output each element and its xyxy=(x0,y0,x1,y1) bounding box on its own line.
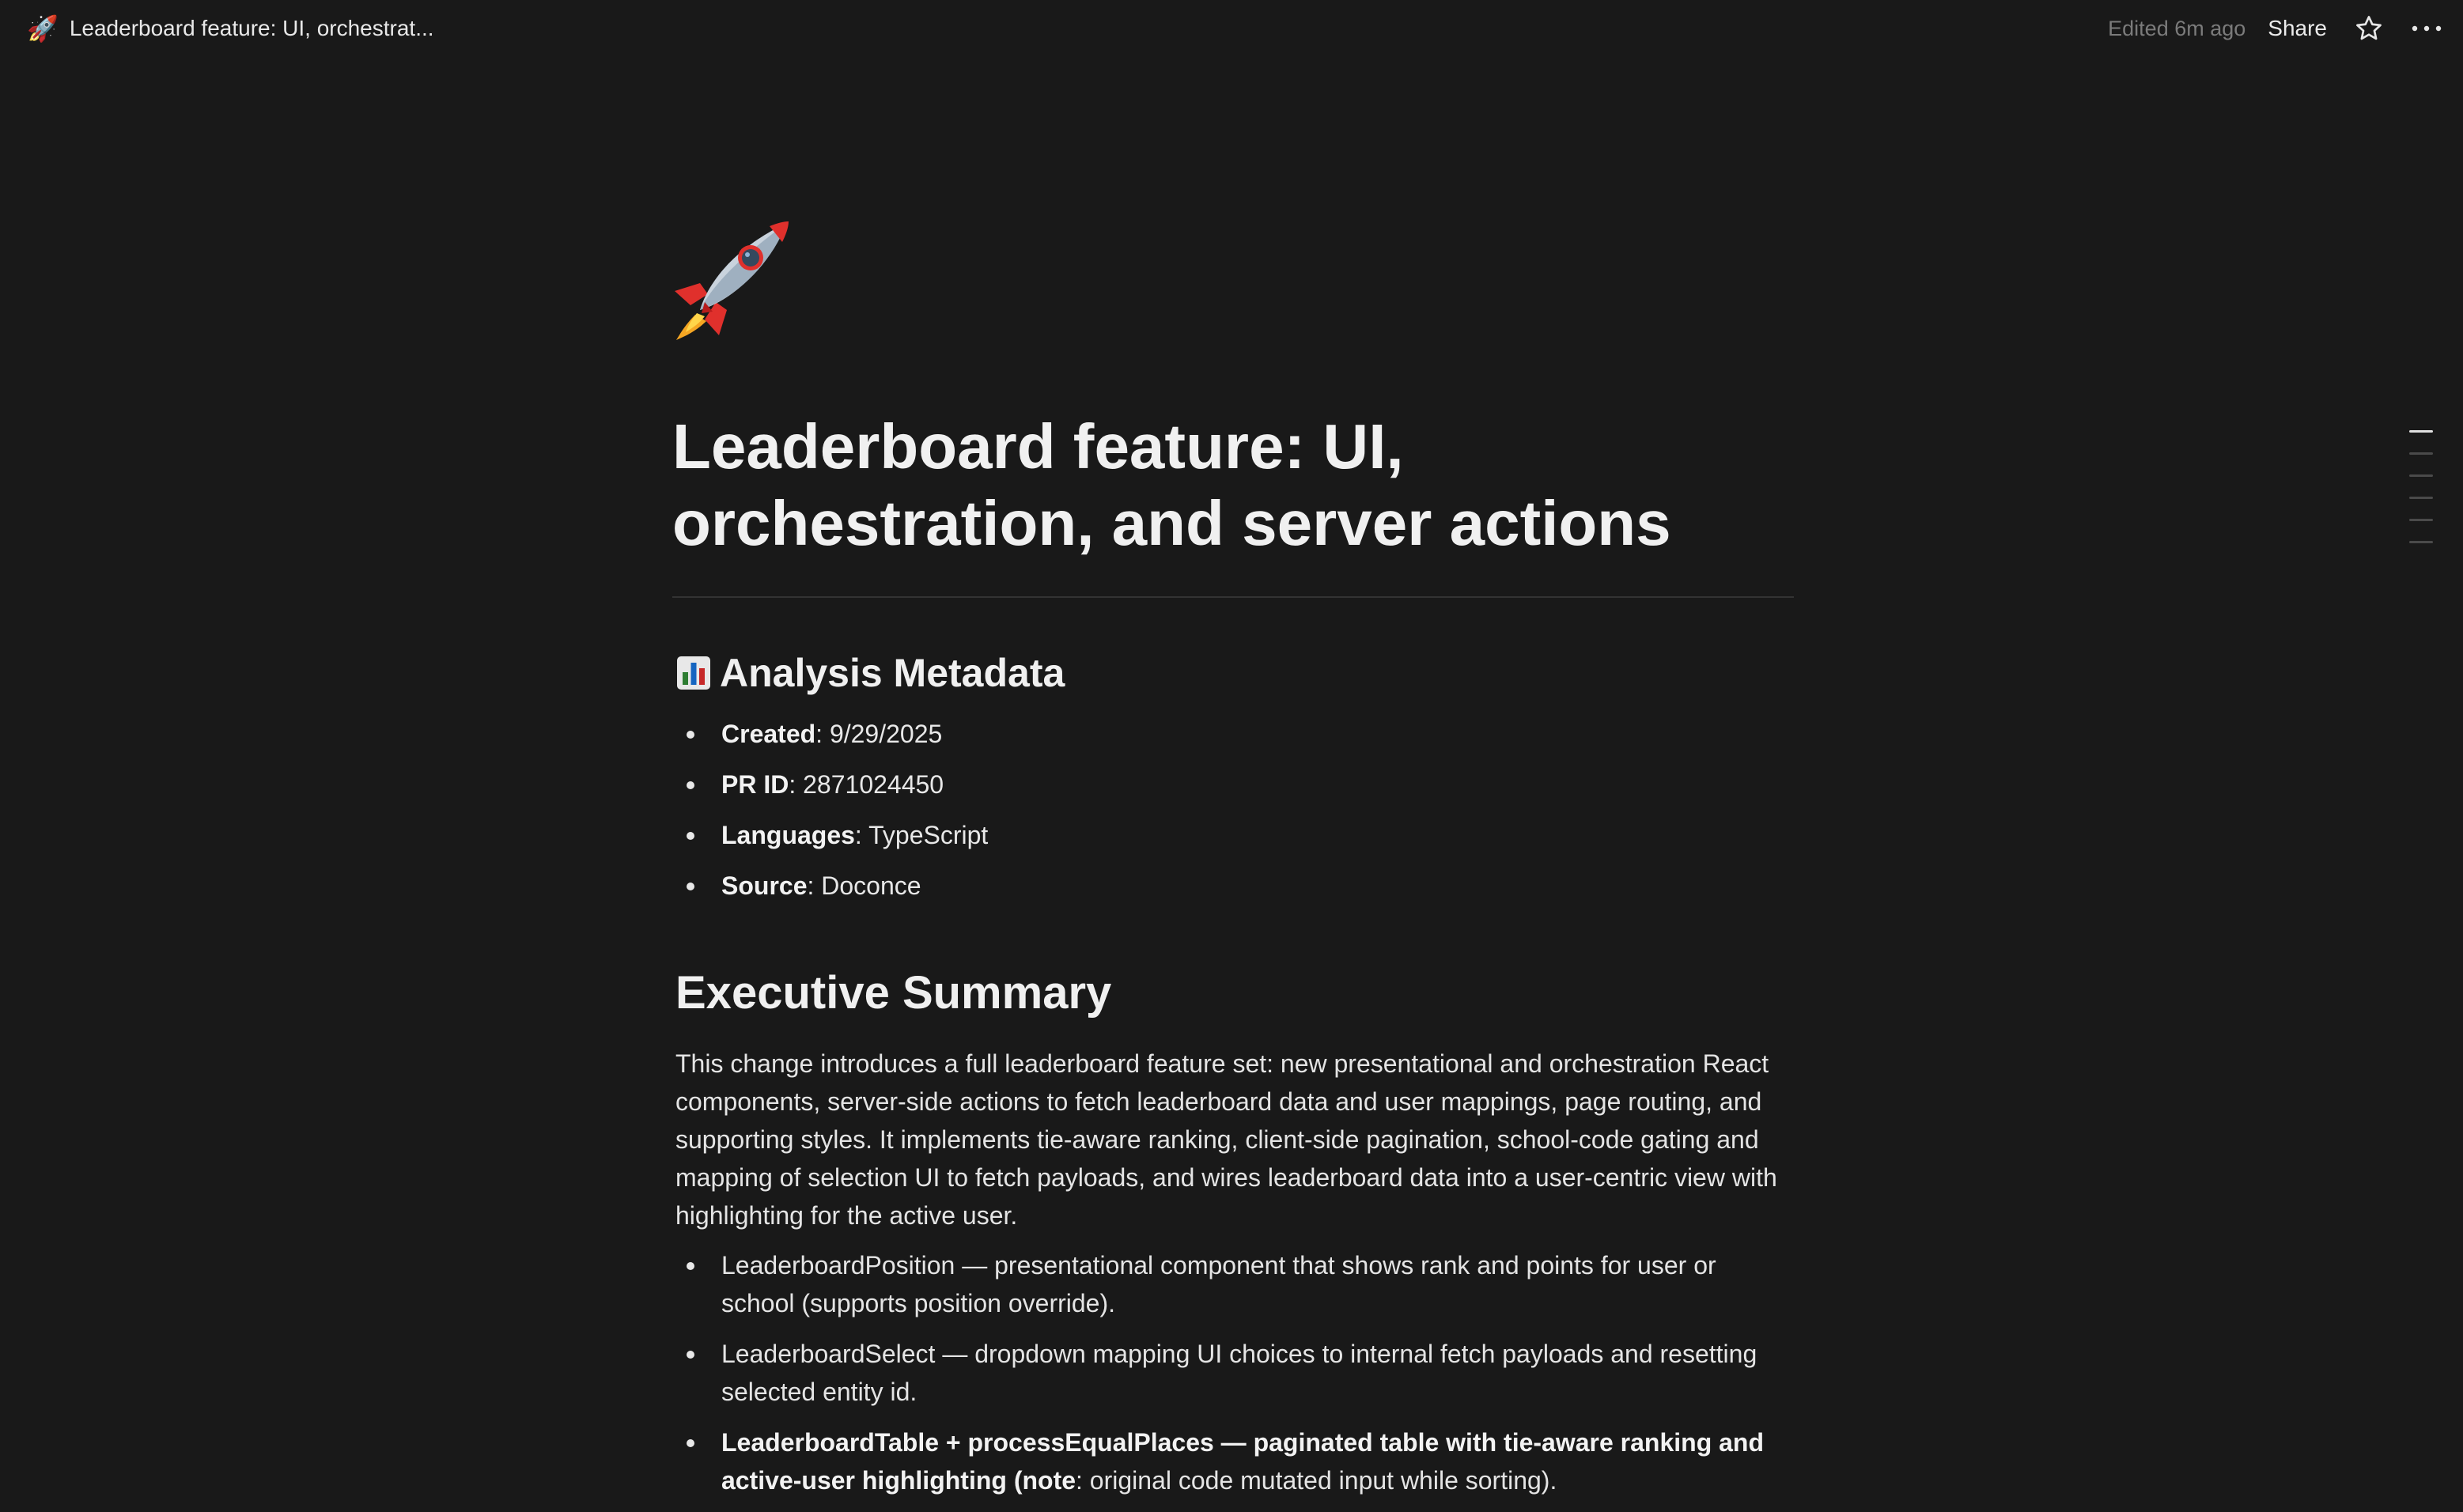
list-item-text: LeaderboardPosition — presentational component that shows rank and points for user or school (supports position override). xyxy=(721,1251,1716,1317)
list-item[interactable] xyxy=(675,1423,1783,1499)
more-horizontal-icon[interactable] xyxy=(2411,24,2442,33)
bullet-icon xyxy=(687,832,694,840)
metadata-heading[interactable] xyxy=(675,650,1065,696)
bullet-icon xyxy=(687,731,694,739)
meta-label: Source xyxy=(721,871,808,900)
list-item-created[interactable] xyxy=(675,709,1767,759)
breadcrumb[interactable] xyxy=(27,11,434,46)
toc-entry[interactable] xyxy=(2409,497,2433,499)
rocket-icon[interactable] xyxy=(668,215,795,342)
page-title[interactable]: Leaderboard feature: UI, orchestration, and server actions xyxy=(672,411,1671,558)
list-item-bold-text: LeaderboardTable + processEqualPlaces — paginated table with tie-aware ranking and active-user highlighting (note xyxy=(721,1428,1765,1495)
bullet-icon xyxy=(687,1262,694,1270)
page-emoji-icon: 🚀 xyxy=(27,14,59,43)
top-bar xyxy=(0,0,2463,57)
divider xyxy=(672,596,1794,598)
edited-timestamp[interactable]: Edited 6m ago xyxy=(2108,16,2246,40)
bar-chart-icon xyxy=(675,655,712,691)
toc-entry[interactable] xyxy=(2409,541,2433,543)
list-item-pr-id[interactable] xyxy=(675,759,1767,810)
toc-entry[interactable] xyxy=(2409,452,2433,455)
meta-value: Doconce xyxy=(821,871,921,900)
bullet-icon xyxy=(687,883,694,890)
toc-entry[interactable] xyxy=(2409,474,2433,477)
meta-value: 9/29/2025 xyxy=(829,720,943,748)
meta-label: Languages xyxy=(721,821,855,849)
topbar-actions xyxy=(2108,11,2442,46)
executive-summary-paragraph[interactable]: This change introduces a full leaderboard feature set: new presentational and orchestration React components, server-side actions to fetch leaderboard data and user mappings, page routing, and supporting styles. It implements tie-aware ranking, client-side pagination, school-code gating and mapping of selection UI to fetch payloads, and wires leaderboard data into a user-centric view with highlighting for the active user. xyxy=(675,1049,1777,1230)
table-of-contents-minimap[interactable] xyxy=(2409,430,2436,563)
meta-label: PR ID xyxy=(721,770,789,799)
list-item[interactable] xyxy=(675,1335,1783,1411)
list-item[interactable] xyxy=(675,1246,1783,1322)
star-icon[interactable] xyxy=(2354,13,2384,43)
meta-separator: : xyxy=(807,871,822,900)
executive-summary-heading[interactable]: Executive Summary xyxy=(675,967,1112,1019)
meta-separator: : xyxy=(815,720,830,748)
bullet-icon xyxy=(687,1351,694,1359)
metadata-list xyxy=(675,709,1767,911)
breadcrumb-title[interactable]: Leaderboard feature: UI, orchestrat... xyxy=(69,16,434,40)
meta-value: 2871024450 xyxy=(803,770,944,799)
bullet-icon xyxy=(687,1439,694,1447)
toc-entry[interactable] xyxy=(2409,430,2433,433)
list-item-text: LeaderboardSelect — dropdown mapping UI choices to internal fetch payloads and resetting selected entity id. xyxy=(721,1340,1757,1406)
list-item-languages[interactable] xyxy=(675,810,1767,860)
executive-summary-list xyxy=(675,1246,1783,1512)
meta-label: Created xyxy=(721,720,816,748)
list-item-text: : original code mutated input while sorting). xyxy=(1076,1466,1557,1495)
meta-separator: : xyxy=(789,770,804,799)
share-button[interactable]: Share xyxy=(2268,16,2327,40)
meta-separator: : xyxy=(854,821,869,849)
bullet-icon xyxy=(687,781,694,789)
meta-value: TypeScript xyxy=(868,821,989,849)
list-item-source[interactable] xyxy=(675,860,1767,911)
toc-entry[interactable] xyxy=(2409,519,2433,521)
metadata-heading-text: Analysis Metadata xyxy=(720,651,1065,695)
